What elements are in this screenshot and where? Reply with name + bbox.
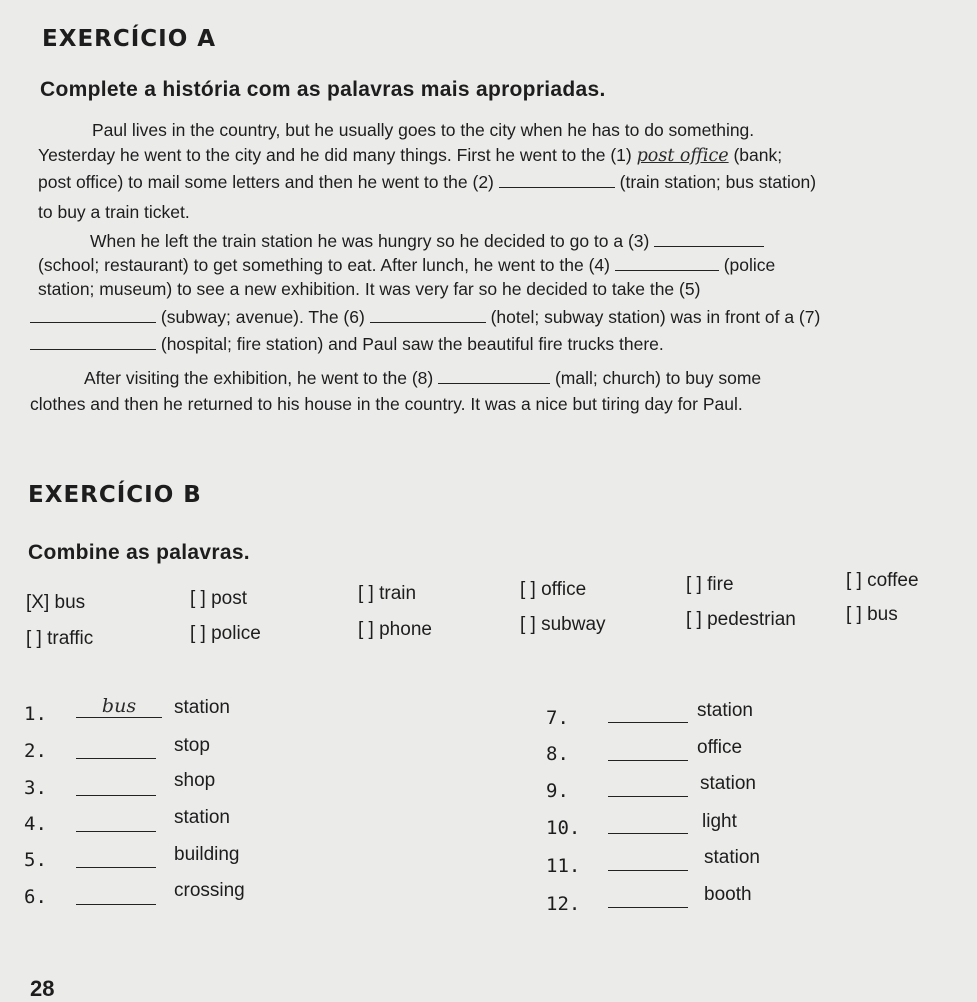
item-10-blank[interactable]	[608, 833, 688, 834]
story-line: Paul lives in the country, but he usually goes to the city when he has to do something.	[92, 120, 755, 140]
item-3-blank[interactable]	[76, 795, 156, 796]
item-number: 9.	[546, 780, 569, 802]
option-checkbox[interactable]: [ ] phone	[358, 619, 432, 640]
option-checkbox[interactable]: [X] bus	[26, 592, 86, 613]
story-line	[30, 333, 664, 355]
blank-3[interactable]	[654, 230, 764, 247]
item-number: 6.	[24, 886, 47, 908]
story-text: (school; restaurant) to get something to eat. After lunch, he went to the (4)	[38, 255, 610, 275]
option-checkbox[interactable]: [ ] bus	[846, 604, 898, 625]
story-line	[38, 254, 775, 276]
option-checkbox[interactable]: [ ] coffee	[846, 570, 919, 591]
story-text: (mall; church) to buy some	[554, 368, 762, 388]
item-6-blank[interactable]	[76, 904, 156, 905]
blank-4[interactable]	[615, 254, 719, 271]
story-text: post office) to mail some letters and then he went to the (2)	[38, 172, 494, 192]
story-text: (hotel; subway station) was in front of a (7)	[490, 307, 821, 327]
exercise-a-instruction: Complete a história com as palavras mais apropriadas.	[40, 78, 606, 101]
item-word: crossing	[174, 880, 245, 901]
item-1-answer: bus	[101, 695, 137, 717]
item-word: station	[697, 700, 753, 721]
item-1-blank[interactable]	[76, 695, 162, 718]
story-line	[90, 230, 764, 252]
blank-7[interactable]	[30, 333, 156, 350]
option-checkbox[interactable]: [ ] pedestrian	[686, 609, 796, 630]
story-text: (police	[723, 255, 776, 275]
item-word: booth	[704, 884, 752, 905]
option-checkbox[interactable]: [ ] police	[190, 623, 261, 644]
item-7-blank[interactable]	[608, 722, 688, 723]
item-word: light	[702, 811, 737, 832]
item-word: station	[174, 807, 230, 828]
option-checkbox[interactable]: [ ] fire	[686, 574, 734, 595]
exercise-b-heading: EXERCÍCIO B	[28, 482, 202, 508]
blank-2[interactable]	[499, 171, 615, 188]
exercise-b-instruction: Combine as palavras.	[28, 541, 250, 564]
item-word: station	[704, 847, 760, 868]
story-text: (subway; avenue). The (6)	[160, 307, 365, 327]
story-line: to buy a train ticket.	[38, 202, 190, 222]
story-line	[30, 306, 820, 328]
item-word: station	[174, 697, 230, 718]
story-text: Yesterday he went to the city and he did many things. First he went to the (1)	[38, 145, 632, 165]
option-checkbox[interactable]: [ ] train	[358, 583, 417, 604]
item-word: shop	[174, 770, 216, 791]
story-text: (train station; bus station)	[619, 172, 817, 192]
story-line: clothes and then he returned to his house in the country. It was a nice but tiring day for Paul.	[30, 394, 743, 414]
item-number: 2.	[24, 740, 47, 762]
blank-1-answer[interactable]: post office	[636, 146, 729, 166]
item-2-blank[interactable]	[76, 758, 156, 759]
item-word: building	[174, 844, 240, 865]
blank-5[interactable]	[30, 306, 156, 323]
item-9-blank[interactable]	[608, 796, 688, 797]
item-word: office	[697, 737, 743, 758]
item-number: 11.	[546, 855, 581, 877]
page-number: 28	[30, 976, 55, 1001]
item-number: 4.	[24, 813, 47, 835]
item-number: 3.	[24, 777, 47, 799]
item-number: 8.	[546, 743, 569, 765]
item-number: 5.	[24, 849, 47, 871]
item-4-blank[interactable]	[76, 831, 156, 832]
item-number: 12.	[546, 893, 581, 915]
item-word: stop	[174, 735, 210, 756]
story-line	[38, 145, 782, 166]
option-checkbox[interactable]: [ ] subway	[520, 614, 606, 635]
story-line	[38, 171, 816, 193]
item-8-blank[interactable]	[608, 760, 688, 761]
item-5-blank[interactable]	[76, 867, 156, 868]
story-text: (bank;	[733, 145, 783, 165]
blank-6[interactable]	[370, 306, 486, 323]
item-number: 7.	[546, 707, 569, 729]
item-11-blank[interactable]	[608, 870, 688, 871]
exercise-a-heading: EXERCÍCIO A	[42, 26, 217, 52]
item-number: 10.	[546, 817, 581, 839]
option-checkbox[interactable]: [ ] post	[190, 588, 248, 609]
option-checkbox[interactable]: [ ] office	[520, 579, 587, 600]
option-checkbox[interactable]: [ ] traffic	[26, 628, 94, 649]
story-line	[84, 367, 761, 389]
story-line: station; museum) to see a new exhibition. It was very far so he decided to take the (5)	[38, 279, 701, 299]
story-text: After visiting the exhibition, he went to the (8)	[84, 368, 434, 388]
blank-8[interactable]	[438, 367, 550, 384]
story-text: (hospital; fire station) and Paul saw the beautiful fire trucks there.	[160, 334, 664, 354]
item-word: station	[700, 773, 756, 794]
item-number: 1.	[24, 703, 47, 725]
item-12-blank[interactable]	[608, 907, 688, 908]
story-text: When he left the train station he was hungry so he decided to go to a (3)	[90, 231, 650, 251]
